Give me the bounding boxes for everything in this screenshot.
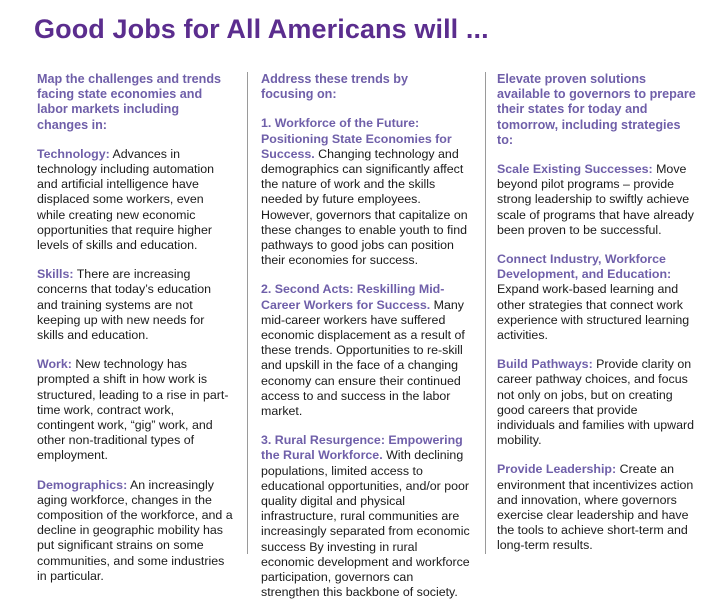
item-text: New technology has prompted a shift in how work is structured, leading to a rise in part-time work, contract work, contingent work, “gig” work, and other non-traditional types of employment. bbox=[37, 357, 229, 463]
column-divider bbox=[485, 72, 486, 554]
item-text: Move beyond pilot programs – provide strong leadership to swiftly achieve scale of programs that have already been proven to be successful. bbox=[497, 162, 694, 237]
list-item bbox=[37, 357, 233, 463]
item-heading: Skills: bbox=[37, 267, 74, 282]
page-title: Good Jobs for All Americans will ... bbox=[34, 14, 489, 44]
column-solutions bbox=[497, 72, 697, 568]
list-item bbox=[261, 282, 473, 419]
item-heading: Technology: bbox=[37, 146, 110, 161]
item-text: Expand work-based learning and other strategies that connect work experience with structured learning activities. bbox=[497, 282, 690, 343]
item-heading: Build Pathways: bbox=[497, 357, 593, 372]
item-heading: 1. Workforce of the Future: Positioning State Economies for Success. bbox=[261, 116, 452, 161]
item-text: Many mid-career workers have suffered economic displacement as a result of these trends. Opportunities to re-skill and upskill in the face of a changing economy can ensure their continued access to and success in the labor market. bbox=[261, 297, 465, 419]
column-intro: Address these trends by focusing on: bbox=[261, 72, 408, 102]
item-text: Provide clarity on career pathway choices, and focus not only on jobs, but on creating good careers that provide individuals and families with upward mobility. bbox=[497, 357, 694, 448]
item-heading: Demographics: bbox=[37, 477, 128, 492]
item-text: Changing technology and demographics can significantly affect the nature of work and the skills needed by future employees. However, governors that capitalize on these changes to enable youth to find pathways to good jobs can position their economies for success. bbox=[261, 146, 468, 268]
column-focus-areas bbox=[261, 72, 473, 615]
list-item bbox=[497, 462, 697, 553]
column-intro: Elevate proven solutions available to governors to prepare their states for today and tomorrow, including strategies to: bbox=[497, 72, 696, 147]
list-item bbox=[261, 116, 473, 268]
item-text: Advances in technology including automation and artificial intelligence have displaced some workers, even while creating new economic opportunities that require higher levels of skills and education. bbox=[37, 146, 215, 253]
list-item bbox=[497, 162, 697, 238]
list-item bbox=[497, 357, 697, 448]
item-heading: 3. Rural Resurgence: Empowering the Rural Workforce. bbox=[261, 433, 463, 463]
list-item bbox=[37, 267, 233, 343]
list-item bbox=[497, 252, 697, 343]
list-item bbox=[37, 478, 233, 584]
item-heading: Scale Existing Successes: bbox=[497, 162, 653, 177]
item-text: With declining populations, limited access to educational opportunities, and/or poor quality digital and physical infrastructure, rural communities are increasingly separated from economic success By investing in rural economic development and workforce participation, governors can strengthen this backbone of society. bbox=[261, 448, 470, 600]
item-heading: 2. Second Acts: Reskilling Mid-Career Workers for Success. bbox=[261, 282, 445, 312]
list-item bbox=[261, 433, 473, 600]
column-divider bbox=[247, 72, 248, 554]
item-heading: Work: bbox=[37, 357, 72, 372]
item-heading: Provide Leadership: bbox=[497, 462, 617, 477]
item-text: An increasingly aging workforce, changes in the composition of the workforce, and a decline in geographic mobility has put significant strains on some communities, and some industries in particular. bbox=[37, 477, 233, 583]
item-text: There are increasing concerns that today’s education and training systems are not keeping up with new needs for skills and education. bbox=[37, 267, 212, 343]
column-challenges bbox=[37, 72, 233, 598]
list-item bbox=[37, 147, 233, 253]
item-heading: Connect Industry, Workforce Development, and Education: bbox=[497, 252, 672, 282]
item-text: Create an environment that incentivizes action and innovation, where governors exercise clear leadership and have the tools to achieve short-term and long-term results. bbox=[497, 462, 694, 553]
column-intro: Map the challenges and trends facing state economies and labor markets including changes in: bbox=[37, 72, 222, 132]
